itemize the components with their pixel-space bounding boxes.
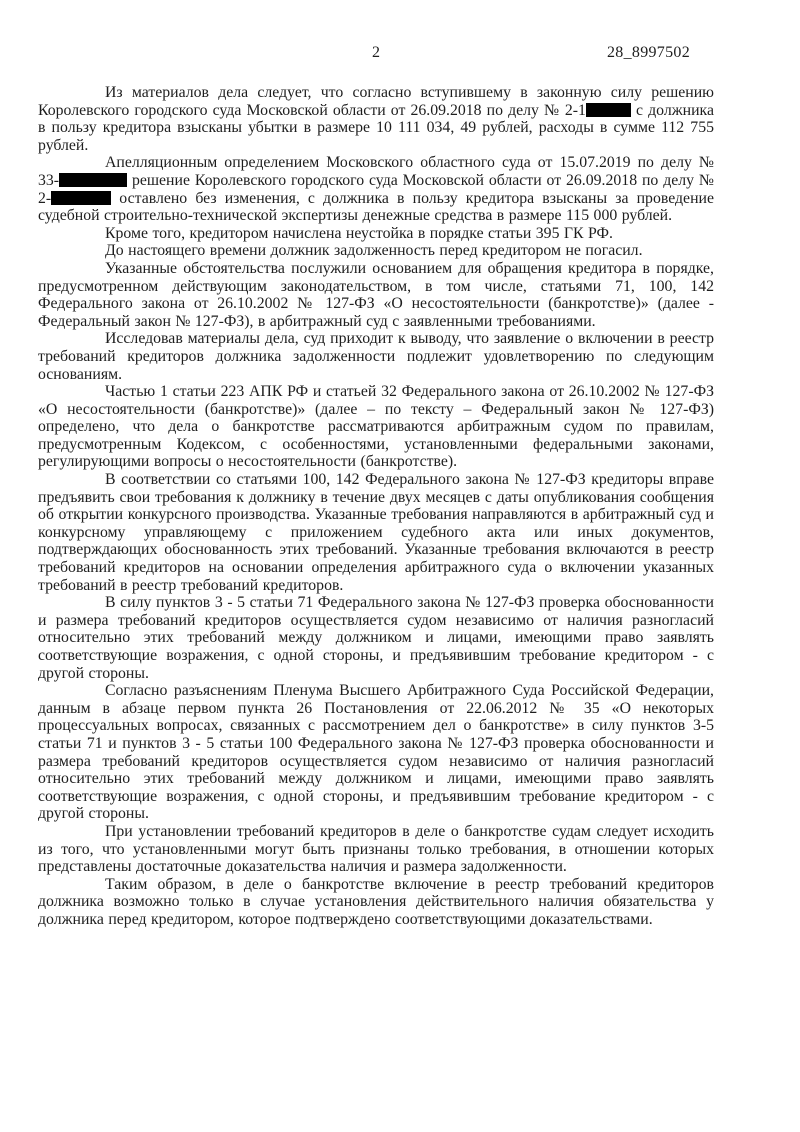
paragraph [38,330,714,383]
paragraph [38,594,714,682]
document-code: 28_8997502 [607,44,690,61]
paragraph-text: Согласно разъяснениям Пленума Высшего Арбитражного Суда Российской Федерации, данным в абзаце первом пункта 26 Постановления от 22.06.2012 № 35 «О некоторых процессуальных вопросах, связанных с рассмотрением дел о банкротстве» в силу пунктов 3-5 статьи 71 и пунктов 3 - 5 статьи 100 Федерального закона № 127-ФЗ проверка обоснованности и размера требований кредиторов осуществляется судом независимо от наличия разногласий относительно этих требований между должником и лицами, имеющими право заявлять соответствующие возражения, с одной стороны, и предъявившим требование кредитором - с другой стороны. [38,682,714,823]
paragraph [38,682,714,823]
paragraph-text: Частью 1 статьи 223 АПК РФ и статьей 32 Федерального закона от 26.10.2002 № 127-ФЗ «О несостоятельности (банкротстве)» (далее – по тексту – Федеральный закон № 127-ФЗ) определено, что дела о банкротстве рассматриваются арбитражным судом по правилам, предусмотренным Кодексом, с особенностями, установленными федеральными законами, регулирующими вопросы о несостоятельности (банкротстве). [38,383,714,471]
paragraph-text: Из материалов дела следует, что согласно вступившему в законную силу решению Королевского городского суда Московской области от 26.09.2018 по делу № 2-1 [38,84,714,119]
page-number: 2 [372,44,380,61]
document-body [38,84,714,929]
paragraph [38,383,714,471]
paragraph [38,154,714,224]
paragraph [38,823,714,876]
paragraph [38,471,714,594]
paragraph-text: При установлении требований кредиторов в деле о банкротстве судам следует исходить из того, что установленными могут быть признаны только требования, в отношении которых представлены достаточные доказательства наличия и размера задолженности. [38,822,714,876]
paragraph [38,242,714,260]
page-header [38,44,714,64]
paragraph-text: решение Королевского городского суда Московской области от 26.09.2018 по делу № 2- [38,171,714,207]
redaction-box [51,191,111,205]
paragraph-text: оставлено без изменения, с должника в пользу кредитора взысканы за проведение судебной строительно-технической экспертизы денежные средства в размере 115 000 рублей. [38,189,714,225]
paragraph-text: Апелляционным определением Московского областного суда от 15.07.2019 по делу № 33- [38,154,714,189]
redaction-box [59,173,127,187]
paragraph-text: Указанные обстоятельства послужили основанием для обращения кредитора в порядке, предусмотренном действующим законодательством, в том числе, статьями 71, 100, 142 Федерального закона от 26.10.2002 № 127-ФЗ «О несостоятельности (банкротстве)» (далее - Федеральный закон № 127-ФЗ), в арбитражный суд с заявленными требованиями. [38,259,714,330]
paragraph [38,260,714,330]
paragraph-text: Таким образом, в деле о банкротстве включение в реестр требований кредиторов должника возможно только в случае установления действительного наличия обязательства у должника перед кредитором, которое подтверждено соответствующими доказательствами. [38,875,714,928]
paragraph [38,876,714,929]
redaction-box [586,103,631,117]
paragraph-text: До настоящего времени должник задолженность перед кредитором не погасил. [105,242,643,260]
paragraph [38,84,714,154]
paragraph-text: с должника в пользу кредитора взысканы убытки в размере 10 111 034, 49 рублей, расходы в сумме 112 755 рублей. [38,101,714,154]
paragraph [38,225,714,243]
paragraph-text: В соответствии со статьями 100, 142 Федерального закона № 127-ФЗ кредиторы вправе предъявить свои требования к должнику в течение двух месяцев с даты опубликования сообщения об открытии конкурсного производства. Указанные требования направляются в арбитражный суд и конкурсному управляющему с приложением судебного акта или иных документов, подтверждающих обоснованность этих требований. Указанные требования включаются в реестр требований кредиторов на основании определения арбитражного суда о включении указанных требований в реестр требований кредиторов. [38,471,714,594]
paragraph-text: Исследовав материалы дела, суд приходит к выводу, что заявление о включении в реестр требований кредиторов должника задолженности подлежит удовлетворению по следующим основаниям. [38,330,714,383]
paragraph-text: В силу пунктов 3 - 5 статьи 71 Федерального закона № 127-ФЗ проверка обоснованности и размера требований кредиторов осуществляется судом независимо от наличия разногласий относительно этих требований между должником и лицами, имеющими право заявлять соответствующие возражения, с одной стороны, и предъявившим требование кредитором - с другой стороны. [38,594,714,682]
paragraph-text: Кроме того, кредитором начислена неустойка в порядке статьи 395 ГК РФ. [105,224,613,242]
